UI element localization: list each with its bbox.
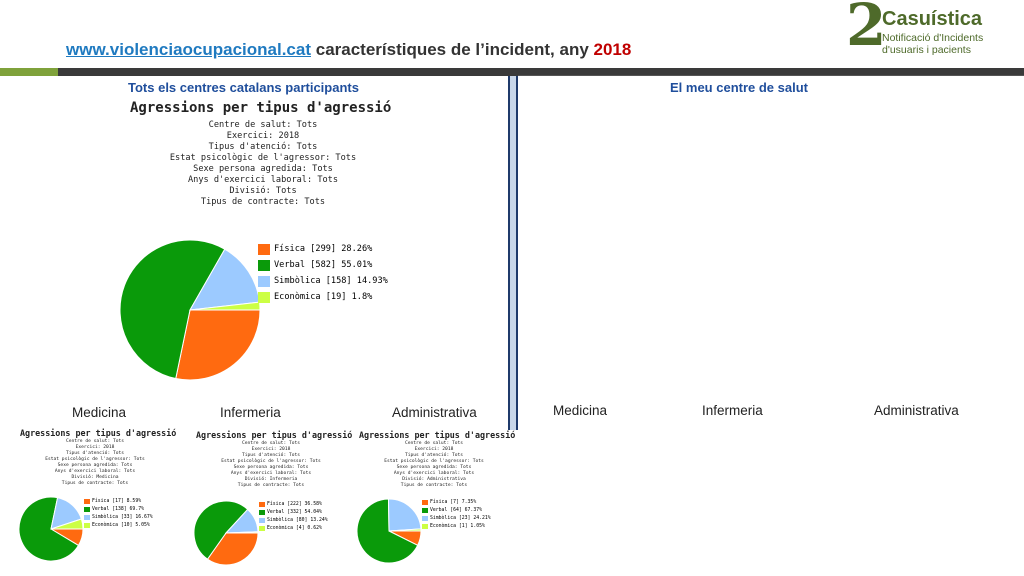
report-title: Agressions per tipus d'agressió bbox=[196, 430, 353, 440]
legend-item-economica bbox=[422, 524, 491, 532]
filter-line: Tipus d'atenció: Tots bbox=[404, 453, 464, 458]
legend-item-verbal bbox=[259, 510, 328, 518]
legend-item-economica bbox=[84, 523, 153, 531]
filter-line: Sexe persona agredida: Tots bbox=[193, 164, 333, 174]
legend-swatch bbox=[84, 515, 90, 520]
filter-line: Exercici: 2018 bbox=[75, 445, 115, 450]
legend-swatch bbox=[422, 500, 428, 505]
legend-item-economica bbox=[258, 292, 388, 308]
filter-line: Divisió: Infermeria bbox=[244, 477, 298, 482]
filter-line: Centre de salut: Tots bbox=[404, 441, 464, 446]
header-accent-bar bbox=[0, 68, 58, 76]
column-label-medicina: Medicina bbox=[72, 405, 127, 420]
legend-swatch bbox=[258, 244, 270, 255]
column-label-administrativa: Administrativa bbox=[392, 405, 477, 420]
column-label-infermeria: Infermeria bbox=[220, 405, 281, 420]
section-title-all-centres: Tots els centres catalans participants bbox=[128, 80, 359, 95]
logo-number: 2 bbox=[846, 0, 887, 59]
filter-line: Exercici: 2018 bbox=[414, 447, 454, 452]
filter-line: Centre de salut: Tots bbox=[241, 441, 301, 446]
pie-chart-all bbox=[120, 240, 260, 380]
filter-line: Estat psicològic de l'agressor: Tots bbox=[221, 459, 321, 464]
legend-item-simbolica bbox=[422, 516, 491, 524]
legend-item-fisica bbox=[84, 499, 153, 507]
filter-line: Estat psicològic de l'agressor: Tots bbox=[384, 459, 484, 464]
filter-line: Tipus d'atenció: Tots bbox=[65, 451, 125, 456]
legend-label: Simbòlica [80] 13.24% bbox=[267, 518, 328, 523]
legend-item-verbal bbox=[84, 507, 153, 515]
legend-item-fisica bbox=[259, 502, 328, 510]
legend-swatch bbox=[259, 526, 265, 531]
pie-slice-simbolica bbox=[388, 499, 420, 531]
filter-line: Anys d'exercici laboral: Tots bbox=[54, 469, 136, 474]
right-panel-top-line bbox=[518, 75, 1024, 76]
legend-label: Econòmica [10] 5.05% bbox=[92, 523, 150, 528]
legend-label: Física [299] 28.26% bbox=[274, 244, 373, 254]
legend-swatch bbox=[84, 523, 90, 528]
chart-legend bbox=[258, 244, 388, 308]
filter-line: Exercici: 2018 bbox=[251, 447, 291, 452]
legend-label: Verbal [332] 54.04% bbox=[267, 510, 322, 515]
report-title: Agressions per tipus d'agressió bbox=[130, 100, 392, 116]
filter-line: Sexe persona agredida: Tots bbox=[396, 465, 472, 470]
chart-legend bbox=[422, 500, 491, 532]
legend-item-simbolica bbox=[258, 276, 388, 292]
legend-label: Simbòlica [23] 24.21% bbox=[430, 516, 491, 521]
title-year: 2018 bbox=[593, 40, 632, 59]
title-text: característiques de l’incident, any bbox=[315, 40, 589, 59]
filter-line: Divisió: Tots bbox=[229, 186, 297, 196]
legend-item-verbal bbox=[258, 260, 388, 276]
filter-line: Tipus de contracte: Tots bbox=[61, 481, 129, 486]
filter-line: Tipus de contracte: Tots bbox=[237, 483, 305, 488]
legend-swatch bbox=[422, 516, 428, 521]
legend-swatch bbox=[259, 502, 265, 507]
filter-line: Anys d'exercici laboral: Tots bbox=[230, 471, 312, 476]
legend-swatch bbox=[422, 524, 428, 529]
legend-swatch bbox=[422, 508, 428, 513]
report-title: Agressions per tipus d'agressió bbox=[20, 428, 177, 438]
legend-swatch bbox=[84, 507, 90, 512]
legend-label: Verbal [582] 55.01% bbox=[274, 260, 373, 270]
legend-item-fisica bbox=[258, 244, 388, 260]
pie-slice-fisica bbox=[176, 310, 260, 380]
pie-chart-administrativa bbox=[357, 499, 421, 563]
filter-line: Tipus d'atenció: Tots bbox=[241, 453, 301, 458]
filter-line: Tipus de contracte: Tots bbox=[200, 197, 326, 207]
legend-swatch bbox=[258, 292, 270, 303]
legend-swatch bbox=[258, 276, 270, 287]
my-column-label-medicina: Medicina bbox=[553, 403, 608, 418]
pie-chart-infermeria bbox=[194, 501, 258, 565]
filter-line: Tipus de contracte: Tots bbox=[400, 483, 468, 488]
filter-line: Anys d'exercici laboral: Tots bbox=[187, 175, 339, 185]
filter-line: Divisió: Administrativa bbox=[402, 477, 466, 482]
logo-subtitle-2: d'usuaris i pacients bbox=[882, 44, 971, 56]
pie-chart-medicina bbox=[19, 497, 83, 561]
legend-label: Simbòlica [33] 16.67% bbox=[92, 515, 153, 520]
filter-line: Centre de salut: Tots bbox=[65, 439, 125, 444]
filter-line: Exercici: 2018 bbox=[226, 131, 300, 141]
legend-swatch bbox=[259, 518, 265, 523]
my-column-label-administrativa: Administrativa bbox=[874, 403, 959, 418]
header bbox=[0, 0, 1024, 76]
report-title: Agressions per tipus d'agressió bbox=[359, 430, 516, 440]
filter-line: Centre de salut: Tots bbox=[208, 120, 318, 130]
filter-line: Anys d'exercici laboral: Tots bbox=[393, 471, 475, 476]
legend-swatch bbox=[84, 499, 90, 504]
casuistica-logo bbox=[846, 0, 1016, 59]
legend-label: Verbal [64] 67.37% bbox=[430, 508, 482, 513]
legend-label: Econòmica [19] 1.8% bbox=[274, 292, 373, 302]
filter-line: Sexe persona agredida: Tots bbox=[57, 463, 133, 468]
legend-item-economica bbox=[259, 526, 328, 534]
legend-label: Verbal [138] 69.7% bbox=[92, 507, 144, 512]
legend-label: Econòmica [1] 1.05% bbox=[430, 524, 485, 529]
my-column-label-infermeria: Infermeria bbox=[702, 403, 763, 418]
filter-line: Estat psicològic de l'agressor: Tots bbox=[169, 153, 357, 163]
legend-item-simbolica bbox=[259, 518, 328, 526]
legend-item-simbolica bbox=[84, 515, 153, 523]
legend-label: Física [7] 7.35% bbox=[430, 500, 477, 505]
legend-label: Simbòlica [158] 14.93% bbox=[274, 276, 388, 286]
legend-label: Econòmica [4] 0.62% bbox=[267, 526, 322, 531]
filter-line: Tipus d'atenció: Tots bbox=[208, 142, 318, 152]
legend-swatch bbox=[258, 260, 270, 271]
logo-brand: Casuística bbox=[882, 8, 983, 30]
legend-label: Física [17] 8.59% bbox=[92, 499, 142, 504]
report-filters bbox=[20, 439, 170, 487]
legend-item-verbal bbox=[422, 508, 491, 516]
page-title bbox=[66, 40, 631, 60]
legend-swatch bbox=[259, 510, 265, 515]
filter-line: Divisió: Medicina bbox=[71, 475, 119, 480]
report-filters bbox=[196, 441, 346, 489]
section-title-my-centre: El meu centre de salut bbox=[670, 80, 808, 95]
report-filters bbox=[359, 441, 509, 489]
legend-label: Física [222] 36.58% bbox=[267, 502, 322, 507]
report-filters bbox=[118, 120, 408, 208]
legend-item-fisica bbox=[422, 500, 491, 508]
filter-line: Estat psicològic de l'agressor: Tots bbox=[45, 457, 145, 462]
filter-line: Sexe persona agredida: Tots bbox=[233, 465, 309, 470]
chart-legend bbox=[84, 499, 153, 531]
logo-subtitle-1: Notificació d'Incidents bbox=[882, 32, 984, 44]
chart-legend bbox=[259, 502, 328, 534]
site-link[interactable]: www.violenciaocupacional.cat bbox=[66, 40, 311, 59]
